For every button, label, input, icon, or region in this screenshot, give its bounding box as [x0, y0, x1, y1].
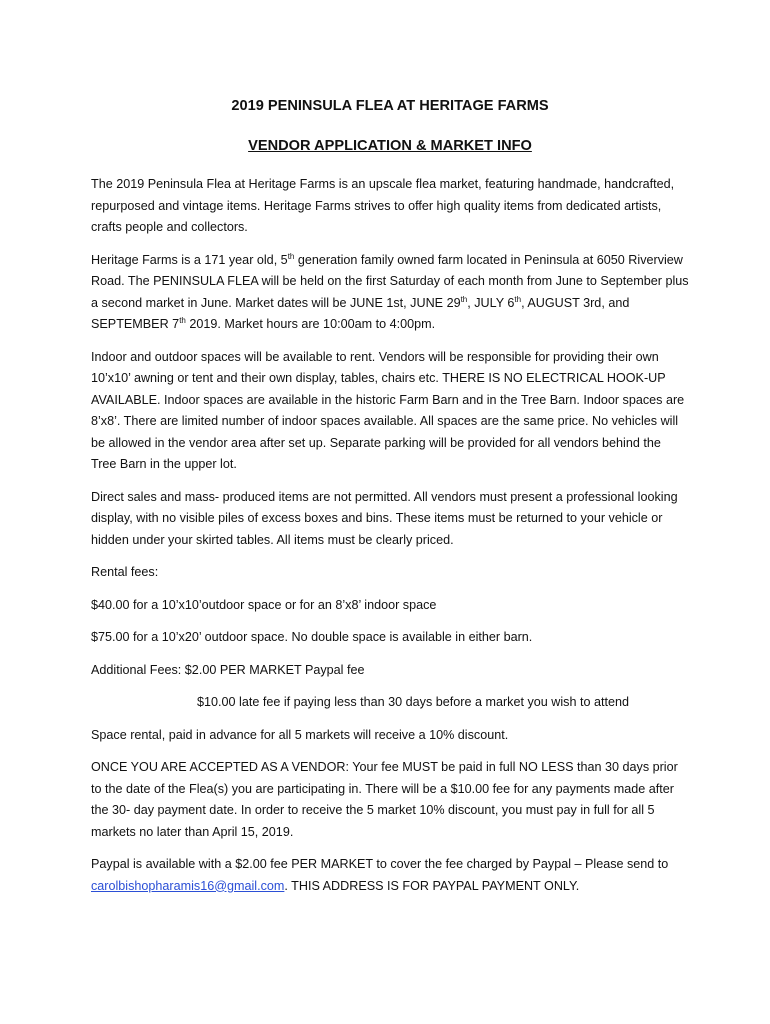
farm-text-b: generation family owned farm located in Peninsula at 6050 Riverview Road. The PENINSULA FLEA will be held on the first Saturday of each month from June to September plus a second market in June. Market dates will be JUNE 1st, JUNE 29 [91, 252, 689, 310]
additional-fees: Additional Fees: $2.00 PER MARKET Paypal fee [91, 662, 365, 677]
spaces-paragraph: Indoor and outdoor spaces will be available to rent. Vendors will be responsible for providing their own 10’x10’ awning or tent and their own display, tables, chairs etc. THERE IS NO ELECTRICAL HOOK-UP AVAILABLE. Indoor spaces are available in the historic Farm Barn and in the Tree Barn. Indoor spaces are 8’x8’. There are limited number of indoor spaces available. All spaces are the same price. No vehicles will be allowed in the vendor area after set up. Separate parking will be provided for all vendors behind the Tree Barn in the upper lot. [91, 349, 685, 471]
farm-text-c: , JULY 6 [467, 295, 515, 310]
farm-paragraph [91, 250, 689, 336]
rental-fees-label: Rental fees: [91, 565, 159, 579]
intro-paragraph: The 2019 Peninsula Flea at Heritage Farms is an upscale flea market, featuring handmade, handcrafted, repurposed and vintage items. Heritage Farms strives to offer high quality items from dedicated artists, crafts people and collectors. [91, 177, 675, 234]
paypal-paragraph [91, 854, 689, 897]
ordinal-suffix: th [514, 294, 522, 304]
ordinal-suffix: th [287, 251, 295, 261]
fee-outdoor-10x20: $75.00 for a 10’x20’ outdoor space. No double space is available in either barn. [91, 630, 533, 644]
farm-text-a: Heritage Farms is a 171 year old, 5 [91, 252, 288, 267]
fee-outdoor-10x10: $40.00 for a 10’x10’outdoor space or for an 8’x8’ indoor space [91, 597, 437, 612]
ordinal-suffix: th [460, 294, 468, 304]
sales-paragraph: Direct sales and mass- produced items are not permitted. All vendors must present a professional looking display, with no visible piles of excess boxes and bins. These items must be returned to your vehicle or hidden under your skirted tables. All items must be clearly priced. [91, 489, 678, 547]
discount-paragraph: Space rental, paid in advance for all 5 markets will receive a 10% discount. [91, 727, 509, 742]
farm-text-d: , AUGUST 3rd, and SEPTEMBER 7 [91, 295, 630, 331]
paypal-text-b: . THIS ADDRESS IS FOR PAYPAL PAYMENT ONLY. [284, 878, 580, 893]
ordinal-suffix: th [179, 315, 186, 325]
document-body [91, 96, 689, 908]
farm-text-e: 2019. Market hours are 10:00am to 4:00pm. [185, 317, 436, 331]
document-subtitle: VENDOR APPLICATION & MARKET INFO [248, 138, 532, 154]
document-title: 2019 PENINSULA FLEA AT HERITAGE FARMS [231, 98, 549, 114]
accepted-paragraph: ONCE YOU ARE ACCEPTED AS A VENDOR: Your fee MUST be paid in full NO LESS than 30 days prior to the date of the Flea(s) you are participating in. There will be a $10.00 fee for any payments made after the 30- day payment date. In order to receive the 5 market 10% discount, you must pay in full for all 5 markets no later than April 15, 2019. [91, 760, 678, 839]
paypal-email-link[interactable]: carolbishopharamis16@gmail.com [91, 878, 285, 893]
late-fee: $10.00 late fee if paying less than 30 days before a market you wish to attend [197, 695, 629, 709]
paypal-text-a: Paypal is available with a $2.00 fee PER MARKET to cover the fee charged by Paypal – Please send to [91, 857, 669, 871]
